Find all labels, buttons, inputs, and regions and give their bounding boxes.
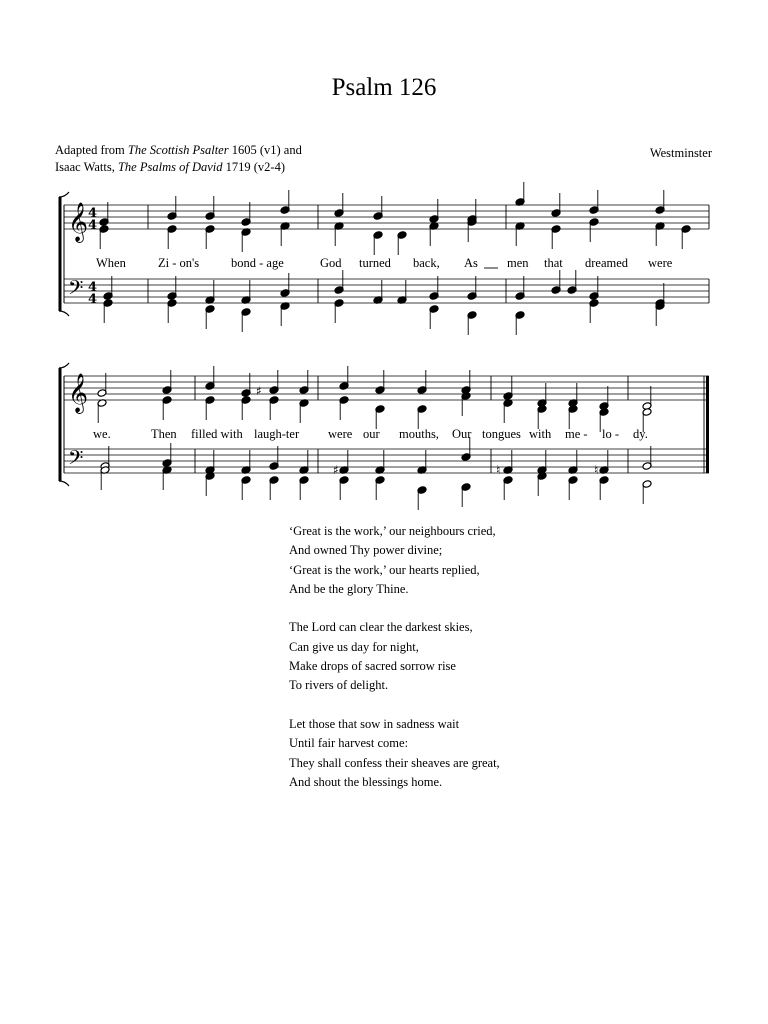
page-title: Psalm 126: [331, 74, 437, 101]
credit-line-1: Adapted from The Scottish Psalter 1605 (v1) and: [55, 143, 302, 157]
verse-line: And owned Thy power divine;: [289, 543, 443, 558]
stanza-2: [289, 522, 500, 599]
time-signature: 4: [88, 206, 98, 221]
bracket-bottom: [59, 481, 69, 486]
lyric-syllable: Zi - on's: [158, 256, 200, 270]
lyric-syllable: turned: [359, 256, 391, 270]
final-barline: [706, 376, 709, 473]
time-signature: 4: [88, 292, 98, 307]
verse-line: Let those that sow in sadness wait: [289, 716, 460, 731]
sharp-sign: ♯: [256, 384, 262, 398]
lyric-syllable: filled with: [191, 427, 243, 441]
lyric-syllable: bond - age: [231, 256, 284, 270]
bass-clef: 𝄢: [68, 276, 84, 304]
stanza-4: [289, 715, 500, 792]
lyric-syllable: Our: [452, 427, 472, 441]
verse-line: The Lord can clear the darkest skies,: [289, 620, 473, 635]
lyric-syllable: were: [328, 427, 353, 441]
tune-name: Westminster: [649, 146, 712, 160]
lyric-syllable: laugh-ter: [254, 427, 300, 441]
verse-line: And be the glory Thine.: [289, 581, 409, 596]
time-signature: 4: [88, 218, 98, 233]
lyric-syllable: tongues: [482, 427, 521, 441]
lyric-syllable: dy.: [633, 427, 648, 441]
lyric-syllable: were: [648, 256, 673, 270]
verse-line: And shout the blessings home.: [289, 774, 443, 789]
treble-clef: 𝄞: [68, 373, 89, 413]
lyric-syllable: When: [96, 256, 126, 270]
verse-line: ‘Great is the work,’ our neighbours cried,: [289, 524, 496, 538]
lyric-syllable: God: [320, 256, 342, 270]
verse-line: Can give us day for night,: [289, 639, 419, 654]
score-notation: [59, 182, 709, 510]
lyric-syllable: our: [363, 427, 380, 441]
lyric-syllable: with: [529, 427, 552, 441]
bass-clef: 𝄢: [68, 446, 84, 474]
bracket-bottom: [59, 311, 69, 316]
treble-clef: 𝄞: [68, 202, 89, 242]
lyric-syllable: lo -: [602, 427, 620, 441]
sharp-sign: ♯: [333, 463, 339, 477]
verse-line: To rivers of delight.: [289, 678, 389, 693]
bracket-top: [59, 363, 69, 368]
verse-line: Until fair harvest come:: [289, 736, 409, 751]
lyric-syllable: Then: [151, 427, 177, 441]
verse-line: They shall confess their sheaves are great,: [289, 755, 500, 770]
verse-line: ‘Great is the work,’ our hearts replied,: [289, 562, 480, 577]
lyric-syllable: me -: [565, 427, 588, 441]
lyric-syllable: we.: [93, 427, 111, 441]
lyric-syllable: mouths,: [399, 427, 439, 441]
additional-verses: [289, 522, 500, 811]
lyric-syllable: dreamed: [585, 256, 629, 270]
bracket-top: [59, 192, 69, 197]
credit-line-2: Isaac Watts, The Psalms of David 1719 (v2-4): [55, 160, 285, 174]
lyric-syllable: that: [544, 256, 563, 270]
lyric-syllable: back,: [413, 256, 440, 270]
natural-sign: ♮: [496, 463, 501, 477]
stanza-3: [289, 618, 500, 695]
lyric-syllable: men: [507, 256, 529, 270]
verse-line: Make drops of sacred sorrow rise: [289, 659, 456, 674]
lyric-syllable: As: [464, 256, 478, 270]
time-signature: 4: [88, 280, 98, 295]
natural-sign: ♮: [594, 463, 599, 477]
